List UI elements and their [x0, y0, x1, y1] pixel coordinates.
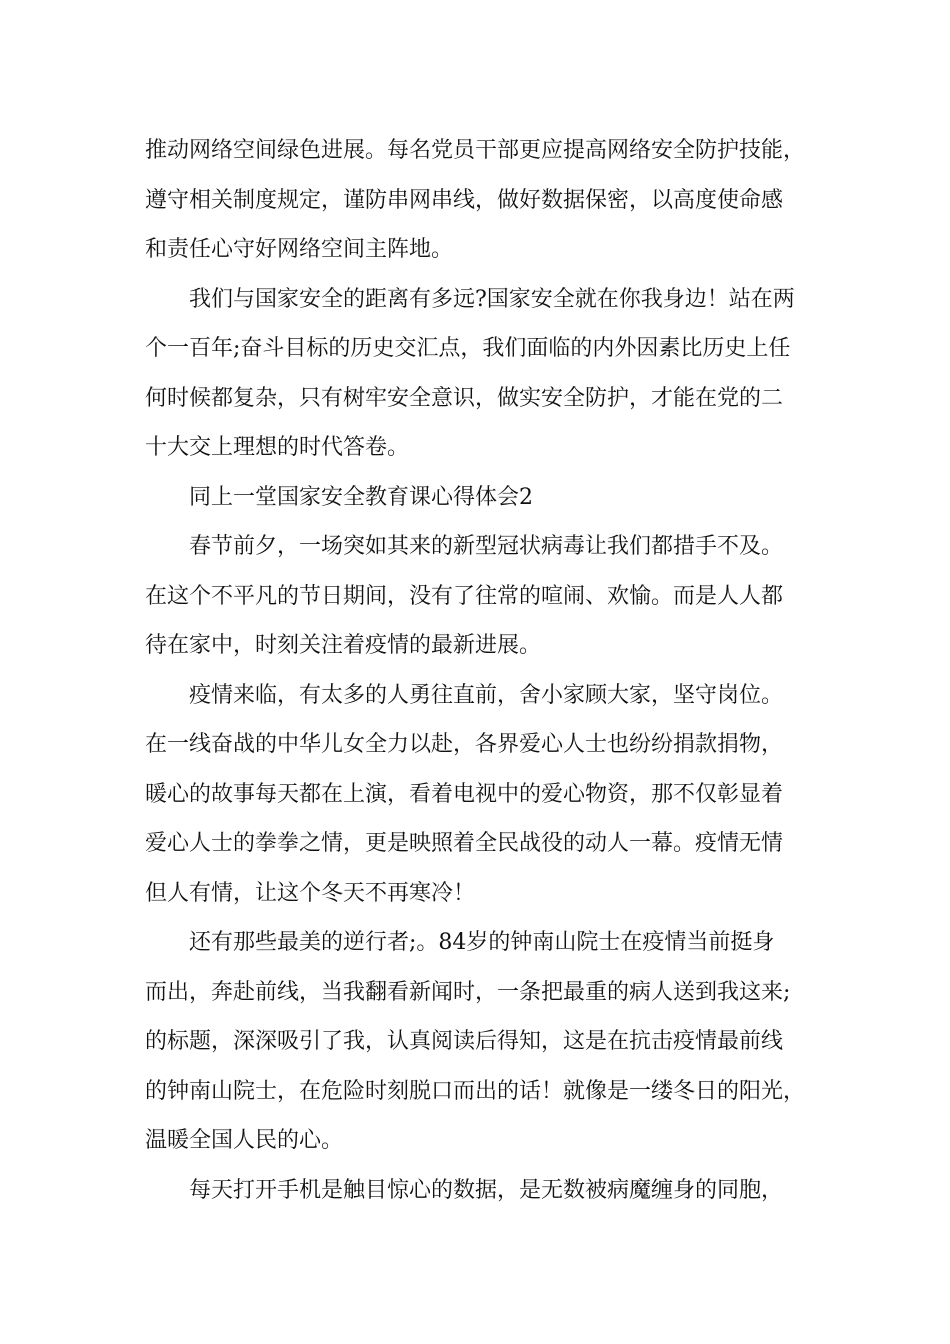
text-line: 每天打开手机是触目惊心的数据，是无数被病魔缠身的同胞，	[189, 1177, 784, 1203]
text-line: 爱心人士的拳拳之情，更是映照着全民战役的动人一幕。疫情无情	[145, 831, 784, 856]
text-line: 而出，奔赴前线，当我翻看新闻时，一条把最重的病人送到我这来;	[145, 979, 791, 1005]
text-line: 遵守相关制度规定，谨防串网串线，做好数据保密，以高度使命感	[145, 187, 784, 213]
paragraph-2	[145, 275, 810, 473]
text-line: 待在家中，时刻关注着疫情的最新进展。	[145, 633, 542, 658]
paragraph-4	[145, 671, 810, 919]
section-heading	[145, 473, 810, 523]
text-line: 推动网络空间绿色进展。每名党员干部更应提高网络安全防护技能，	[145, 138, 806, 163]
text-line: 在一线奋战的中华儿女全力以赴，各界爱心人士也纷纷捐款捐物，	[145, 732, 784, 757]
text-line: 温暖全国人民的心。	[145, 1128, 344, 1153]
text-line: 暖心的故事每天都在上演，看着电视中的爱心物资，那不仅彰显着	[145, 781, 784, 807]
document-body	[145, 126, 810, 1215]
section-title: 同上一堂国家安全教育课心得体会2	[189, 484, 533, 510]
text-line: 的标题，深深吸引了我，认真阅读后得知，这是在抗击疫情最前线	[145, 1029, 784, 1054]
text-line: 何时候都复杂，只有树牢安全意识，做实安全防护，才能在党的二	[145, 385, 784, 411]
text-line: 但人有情，让这个冬天不再寒冷！	[145, 880, 476, 906]
text-line: 还有那些最美的逆行者;。84岁的钟南山院士在疫情当前挺身	[189, 930, 775, 955]
text-line: 和责任心守好网络空间主阵地。	[145, 237, 454, 262]
paragraph-6	[145, 1166, 810, 1216]
paragraph-5	[145, 918, 810, 1166]
text-line: 我们与国家安全的距离有多远?国家安全就在你我身边！站在两	[189, 286, 795, 312]
paragraph-1	[145, 126, 810, 275]
paragraph-3	[145, 522, 810, 671]
text-line: 个一百年;奋斗目标的历史交汇点，我们面临的内外因素比历史上任	[145, 336, 791, 361]
text-line: 的钟南山院士，在危险时刻脱口而出的话！就像是一缕冬日的阳光，	[145, 1078, 806, 1104]
text-line: 在这个不平凡的节日期间，没有了往常的喧闹、欢愉。而是人人都	[145, 583, 784, 609]
text-line: 疫情来临，有太多的人勇往直前，舍小家顾大家，坚守岗位。	[189, 682, 784, 708]
text-line: 春节前夕，一场突如其来的新型冠状病毒让我们都措手不及。	[189, 534, 784, 559]
text-line: 十大交上理想的时代答卷。	[145, 435, 410, 460]
